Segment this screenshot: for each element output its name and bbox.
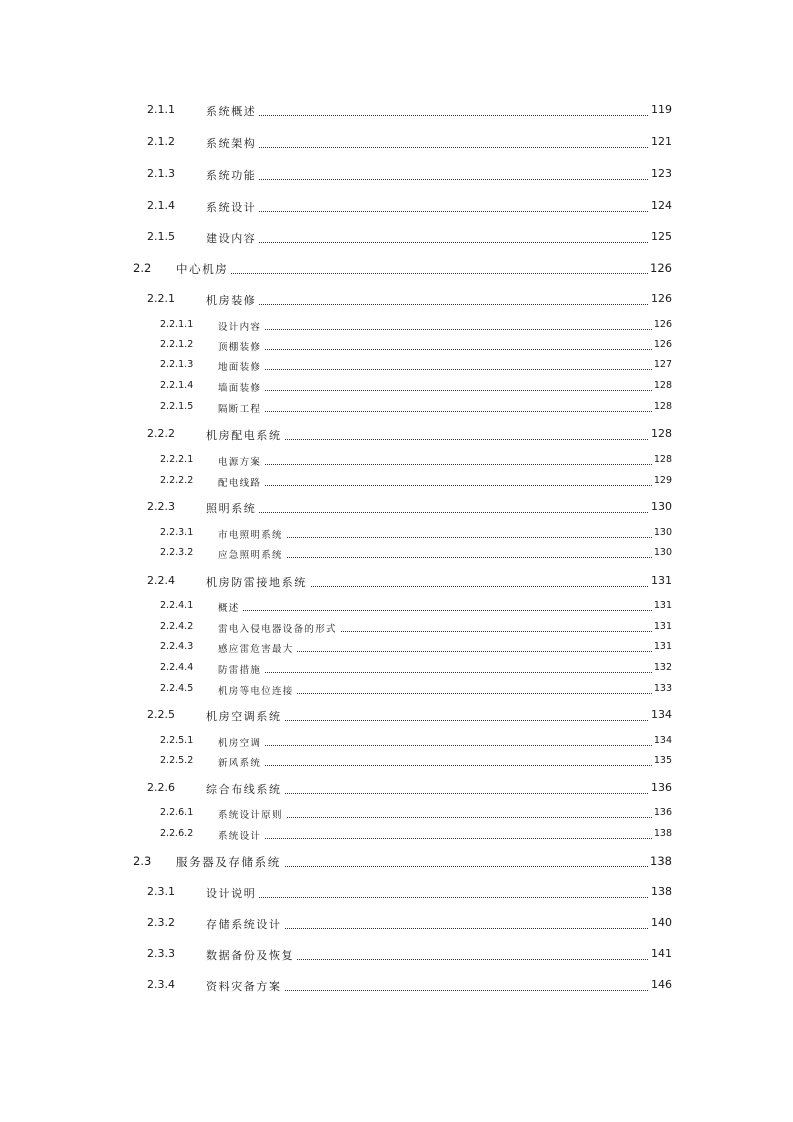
toc-entry-page-number: 133 — [653, 683, 672, 694]
toc-entry-title: 照明系统 — [206, 500, 259, 516]
toc-entry-page-number: 141 — [651, 947, 672, 960]
toc-dot-leader — [206, 135, 672, 148]
toc-entry-page-number: 130 — [651, 500, 672, 513]
toc-entry[interactable] — [160, 641, 672, 654]
toc-entry[interactable] — [160, 662, 672, 675]
toc-entry[interactable] — [147, 781, 672, 796]
toc-entry-title: 隔断工程 — [218, 401, 264, 415]
toc-entry[interactable] — [160, 527, 672, 540]
toc-entry-page-number: 128 — [653, 454, 672, 465]
toc-dot-leader — [218, 454, 672, 465]
toc-entry-number: 2.1.4 — [147, 199, 175, 212]
toc-entry-title: 数据备份及恢复 — [206, 947, 297, 963]
toc-entry-number: 2.2.4.2 — [160, 621, 194, 632]
toc-entry-number: 2.2.5.1 — [160, 735, 194, 746]
toc-entry-number: 2.2.3 — [147, 500, 175, 513]
toc-entry[interactable] — [160, 600, 672, 613]
toc-entry[interactable] — [147, 708, 672, 723]
toc-dot-leader — [206, 500, 672, 513]
toc-entry-page-number: 126 — [651, 292, 672, 305]
toc-entry-page-number: 136 — [651, 781, 672, 794]
toc-entry[interactable] — [147, 199, 672, 214]
toc-entry-page-number: 131 — [653, 641, 672, 652]
toc-dot-leader — [218, 735, 672, 746]
toc-entry[interactable] — [147, 978, 672, 993]
toc-entry-title: 机房等电位连接 — [218, 683, 297, 697]
toc-entry[interactable] — [147, 947, 672, 962]
toc-entry-page-number: 140 — [651, 916, 672, 929]
toc-dot-leader — [218, 527, 672, 538]
toc-entry[interactable] — [160, 807, 672, 820]
toc-entry[interactable] — [147, 135, 672, 150]
toc-entry-number: 2.2.6.1 — [160, 807, 194, 818]
toc-entry-page-number: 135 — [653, 755, 672, 766]
toc-entry-title: 概述 — [218, 600, 243, 614]
toc-entry-number: 2.2 — [133, 261, 152, 275]
toc-entry-page-number: 125 — [651, 230, 672, 243]
toc-entry[interactable] — [147, 427, 672, 442]
toc-entry-number: 2.2.1.3 — [160, 359, 194, 370]
toc-entry-title: 建设内容 — [206, 230, 259, 246]
toc-entry-title: 应急照明系统 — [218, 547, 286, 561]
toc-entry[interactable] — [147, 167, 672, 182]
toc-entry[interactable] — [160, 735, 672, 748]
toc-entry-title: 机房配电系统 — [206, 427, 285, 443]
toc-dot-leader — [218, 401, 672, 412]
toc-entry[interactable] — [160, 401, 672, 414]
toc-entry[interactable] — [160, 621, 672, 634]
toc-entry-title: 中心机房 — [176, 261, 231, 277]
toc-entry-title: 市电照明系统 — [218, 527, 286, 541]
toc-entry-page-number: 124 — [651, 199, 672, 212]
toc-entry-number: 2.2.1.5 — [160, 401, 194, 412]
toc-dot-leader — [218, 319, 672, 330]
toc-dot-leader — [218, 662, 672, 673]
toc-entry-number: 2.2.1.4 — [160, 380, 194, 391]
toc-dot-leader — [206, 199, 672, 212]
toc-entry[interactable] — [147, 885, 672, 900]
toc-entry-page-number: 128 — [651, 427, 672, 440]
toc-entry-number: 2.1.5 — [147, 230, 175, 243]
toc-entry-number: 2.2.1.1 — [160, 319, 194, 330]
toc-entry-page-number: 136 — [653, 807, 672, 818]
toc-entry[interactable] — [160, 319, 672, 332]
toc-entry-page-number: 129 — [653, 475, 672, 486]
toc-entry-title: 服务器及存储系统 — [176, 854, 284, 870]
toc-entry-title: 感应雷危害最大 — [218, 641, 297, 655]
toc-entry-title: 地面装修 — [218, 359, 264, 373]
toc-entry-number: 2.3 — [133, 854, 152, 868]
toc-entry[interactable] — [147, 103, 672, 118]
toc-entry-number: 2.2.2 — [147, 427, 175, 440]
toc-entry-title: 电源方案 — [218, 454, 264, 468]
toc-entry-number: 2.2.4.3 — [160, 641, 194, 652]
toc-entry-title: 设计说明 — [206, 885, 259, 901]
toc-entry-number: 2.2.5.2 — [160, 755, 194, 766]
toc-entry[interactable] — [160, 380, 672, 393]
toc-dot-leader — [206, 885, 672, 898]
toc-entry-title: 系统概述 — [206, 103, 259, 119]
toc-entry[interactable] — [160, 359, 672, 372]
toc-entry-page-number: 126 — [650, 261, 672, 275]
toc-entry-title: 雷电入侵电器设备的形式 — [218, 621, 340, 635]
toc-entry[interactable] — [133, 854, 672, 869]
toc-entry[interactable] — [160, 683, 672, 696]
toc-entry-number: 2.2.6.2 — [160, 828, 194, 839]
toc-entry-number: 2.2.5 — [147, 708, 175, 721]
toc-entry-page-number: 127 — [653, 359, 672, 370]
toc-entry-title: 系统设计原则 — [218, 807, 286, 821]
toc-entry-page-number: 130 — [653, 547, 672, 558]
toc-entry[interactable] — [160, 475, 672, 488]
toc-entry-page-number: 119 — [651, 103, 672, 116]
toc-entry-page-number: 128 — [653, 401, 672, 412]
toc-entry-number: 2.2.6 — [147, 781, 175, 794]
toc-entry[interactable] — [160, 755, 672, 768]
toc-dot-leader — [218, 547, 672, 558]
toc-entry-number: 2.2.4.5 — [160, 683, 194, 694]
toc-entry-number: 2.3.3 — [147, 947, 175, 960]
toc-entry-title: 墙面装修 — [218, 380, 264, 394]
toc-entry-page-number: 134 — [651, 708, 672, 721]
toc-entry-title: 设计内容 — [218, 319, 264, 333]
toc-entry-number: 2.1.3 — [147, 167, 175, 180]
toc-entry-number: 2.2.2.1 — [160, 454, 194, 465]
toc-entry-page-number: 138 — [653, 828, 672, 839]
toc-entry-page-number: 121 — [651, 135, 672, 148]
toc-dot-leader — [218, 475, 672, 486]
toc-entry-number: 2.1.1 — [147, 103, 175, 116]
toc-entry-number: 2.2.1.2 — [160, 339, 194, 350]
toc-entry-page-number: 123 — [651, 167, 672, 180]
toc-entry-title: 防雷措施 — [218, 662, 264, 676]
toc-entry-number: 2.2.3.2 — [160, 547, 194, 558]
toc-entry-page-number: 138 — [650, 854, 672, 868]
toc-entry[interactable] — [147, 574, 672, 589]
toc-dot-leader — [206, 103, 672, 116]
toc-entry-page-number: 126 — [653, 319, 672, 330]
toc-dot-leader — [218, 828, 672, 839]
toc-entry-number: 2.3.2 — [147, 916, 175, 929]
toc-entry[interactable] — [160, 339, 672, 352]
toc-entry-page-number: 134 — [653, 735, 672, 746]
toc-dot-leader — [218, 339, 672, 350]
toc-dot-leader — [176, 261, 672, 274]
toc-entry-title: 系统设计 — [206, 199, 259, 215]
toc-entry-title: 机房空调系统 — [206, 708, 285, 724]
toc-entry[interactable] — [147, 500, 672, 515]
toc-entry-title: 存储系统设计 — [206, 916, 285, 932]
toc-entry-page-number: 131 — [653, 600, 672, 611]
toc-entry-page-number: 131 — [653, 621, 672, 632]
toc-entry-title: 机房空调 — [218, 735, 264, 749]
toc-dot-leader — [218, 600, 672, 611]
toc-entry-page-number: 128 — [653, 380, 672, 391]
toc-dot-leader — [218, 807, 672, 818]
toc-entry[interactable] — [133, 261, 672, 276]
toc-entry-number: 2.2.1 — [147, 292, 175, 305]
toc-entry[interactable] — [147, 230, 672, 245]
toc-entry-title: 系统功能 — [206, 167, 259, 183]
toc-entry[interactable] — [147, 916, 672, 931]
toc-entry-number: 2.2.4.4 — [160, 662, 194, 673]
toc-entry-page-number: 132 — [653, 662, 672, 673]
toc-entry-number: 2.1.2 — [147, 135, 175, 148]
toc-dot-leader — [206, 230, 672, 243]
toc-entry-title: 资料灾备方案 — [206, 978, 285, 994]
toc-entry-title: 综合布线系统 — [206, 781, 285, 797]
toc-entry-number: 2.3.1 — [147, 885, 175, 898]
toc-dot-leader — [206, 167, 672, 180]
toc-entry-title: 系统设计 — [218, 828, 264, 842]
toc-entry[interactable] — [160, 547, 672, 560]
toc-dot-leader — [206, 292, 672, 305]
toc-entry-title: 配电线路 — [218, 475, 264, 489]
toc-entry-number: 2.3.4 — [147, 978, 175, 991]
toc-entry-page-number: 138 — [651, 885, 672, 898]
toc-entry-title: 机房装修 — [206, 292, 259, 308]
toc-dot-leader — [218, 755, 672, 766]
toc-entry-page-number: 146 — [651, 978, 672, 991]
toc-entry[interactable] — [147, 292, 672, 307]
toc-entry-title: 系统架构 — [206, 135, 259, 151]
toc-entry-title: 顶棚装修 — [218, 339, 264, 353]
toc-entry[interactable] — [160, 828, 672, 841]
toc-entry-page-number: 131 — [651, 574, 672, 587]
toc-entry-number: 2.2.2.2 — [160, 475, 194, 486]
toc-entry-number: 2.2.4 — [147, 574, 175, 587]
toc-entry-page-number: 126 — [653, 339, 672, 350]
toc-entry-number: 2.2.4.1 — [160, 600, 194, 611]
toc-dot-leader — [218, 380, 672, 391]
toc-dot-leader — [218, 359, 672, 370]
toc-entry-title: 机房防雷接地系统 — [206, 574, 310, 590]
toc-entry-title: 新风系统 — [218, 755, 264, 769]
toc-entry-number: 2.2.3.1 — [160, 527, 194, 538]
toc-entry-page-number: 130 — [653, 527, 672, 538]
toc-entry[interactable] — [160, 454, 672, 467]
